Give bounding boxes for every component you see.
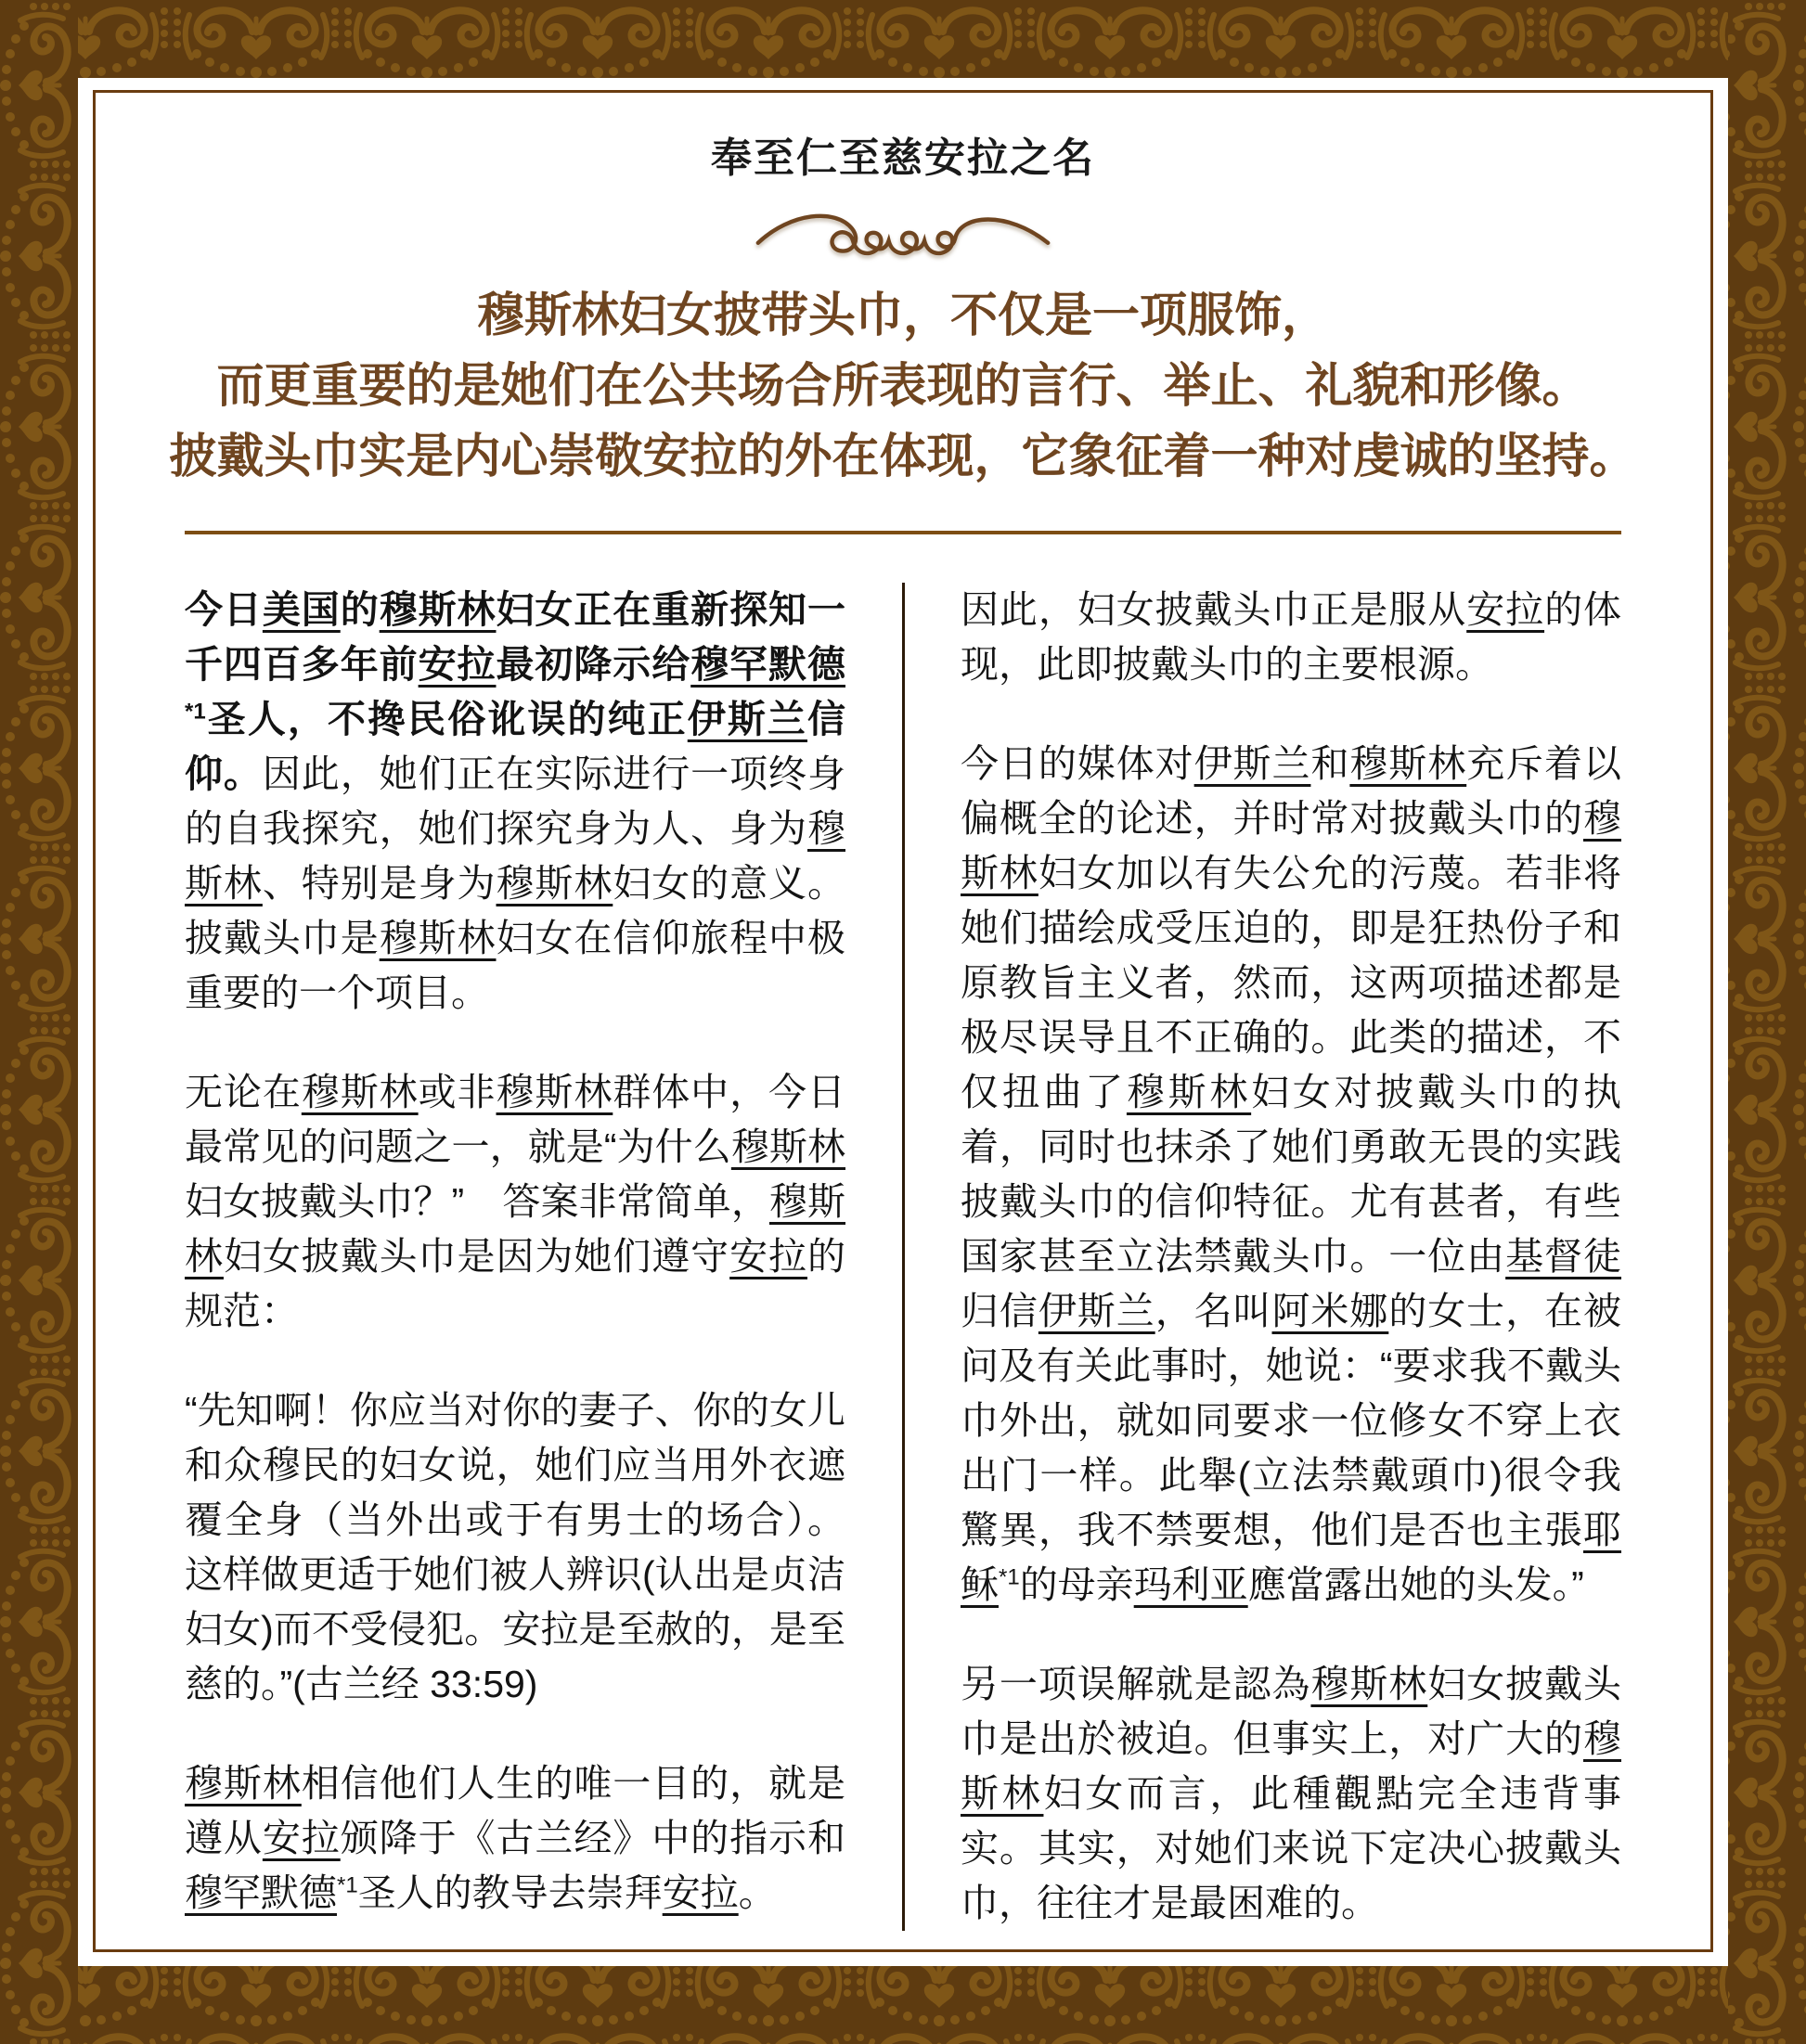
paragraph: 穆斯林相信他们人生的唯一目的，就是遵从安拉颁降于《古兰经》中的指示和穆罕默德$^{*1}$圣人的教导去崇拜安拉。 (185, 1762, 845, 1914)
heading (96, 280, 1710, 492)
content-panel (78, 78, 1728, 1966)
paragraph: 无论在穆斯林或非穆斯林群体中，今日最常见的问题之一，就是“为什么穆斯林妇女披戴头巾？” 答案非常简单，穆斯林妇女披戴头巾是因为她们遵守安拉的规范： (185, 1071, 846, 1332)
paragraph: 今日的媒体对伊斯兰和穆斯林充斥着以偏概全的论述，并时常对披戴头巾的穆斯林妇女加以有失公允的污蔑。若非将她们描绘成受压迫的，即是狂热份子和原教旨主义者，然而，这两项描述都是极尽误导且不正确的。此类的描述，不仅扭曲了穆斯林妇女对披戴头巾的执着，同时也抹杀了她们勇敢无畏的实践披戴头巾的信仰特征。尤有甚者，有些国家甚至立法禁戴头巾。一位由基督徒归信伊斯兰，名叫阿米娜的女士，在被问及有关此事时，她说：“要求我不戴头巾外出，就如同要求一位修女不穿上衣出门一样。此舉(立法禁戴頭巾)很令我驚異，我不禁要想，他们是否也主張耶稣$^{*1}$的母亲玛利亚應當露出她的头发。” (961, 742, 1622, 1606)
heading-line-1: 穆斯林妇女披带头巾，不仅是一项服饰， (476, 289, 1329, 341)
right-column (961, 583, 1621, 1931)
heading-line-2: 而更重要的是她们在公共场合所表现的言行、举止、礼貌和形像。 (216, 359, 1590, 412)
bismillah-title: 奉至仁至慈安拉之名 (711, 135, 1095, 181)
paragraph: 另一项误解就是認為穆斯林妇女披戴头巾是出於被迫。但事实上，对广大的穆斯林妇女而言，此種觀點完全违背事实。其实，对她们来说下定决心披戴头巾，往往才是最困难的。 (961, 1663, 1622, 1924)
paragraph-quran-quote: “先知啊！你应当对你的妻子、你的女儿和众穆民的妇女说，她们应当用外衣遮覆全身（当外出或于有男士的场合）。这样做更适于她们被人辨识(认出是贞洁妇女)而不受侵犯。安拉是至赦的，是至慈的。”(古兰经 33:59) (185, 1389, 845, 1705)
calligraphic-flourish-divider-icon (750, 206, 1056, 264)
paragraph: 因此，妇女披戴头巾正是服从安拉的体现，此即披戴头巾的主要根源。 (961, 588, 1621, 686)
two-column-text (185, 583, 1621, 1931)
inner-frame (93, 90, 1713, 1952)
left-column (185, 583, 845, 1931)
heading-rule (185, 531, 1621, 534)
paragraph: 今日美国的穆斯林妇女正在重新探知一千四百多年前安拉最初降示给穆罕默德$^{*1}$圣人，不搀民俗讹误的纯正伊斯兰信仰。因此，她们正在实际进行一项终身的自我探究，她们探究身为人、身为穆斯林、特别是身为穆斯林妇女的意义。披戴头巾是穆斯林妇女在信仰旅程中极重要的一个项目。 (185, 588, 846, 1014)
column-divider (902, 583, 905, 1931)
heading-line-3: 披戴头巾实是内心崇敬安拉的外在体现，它象征着一种对虔诚的坚持。 (169, 430, 1637, 482)
